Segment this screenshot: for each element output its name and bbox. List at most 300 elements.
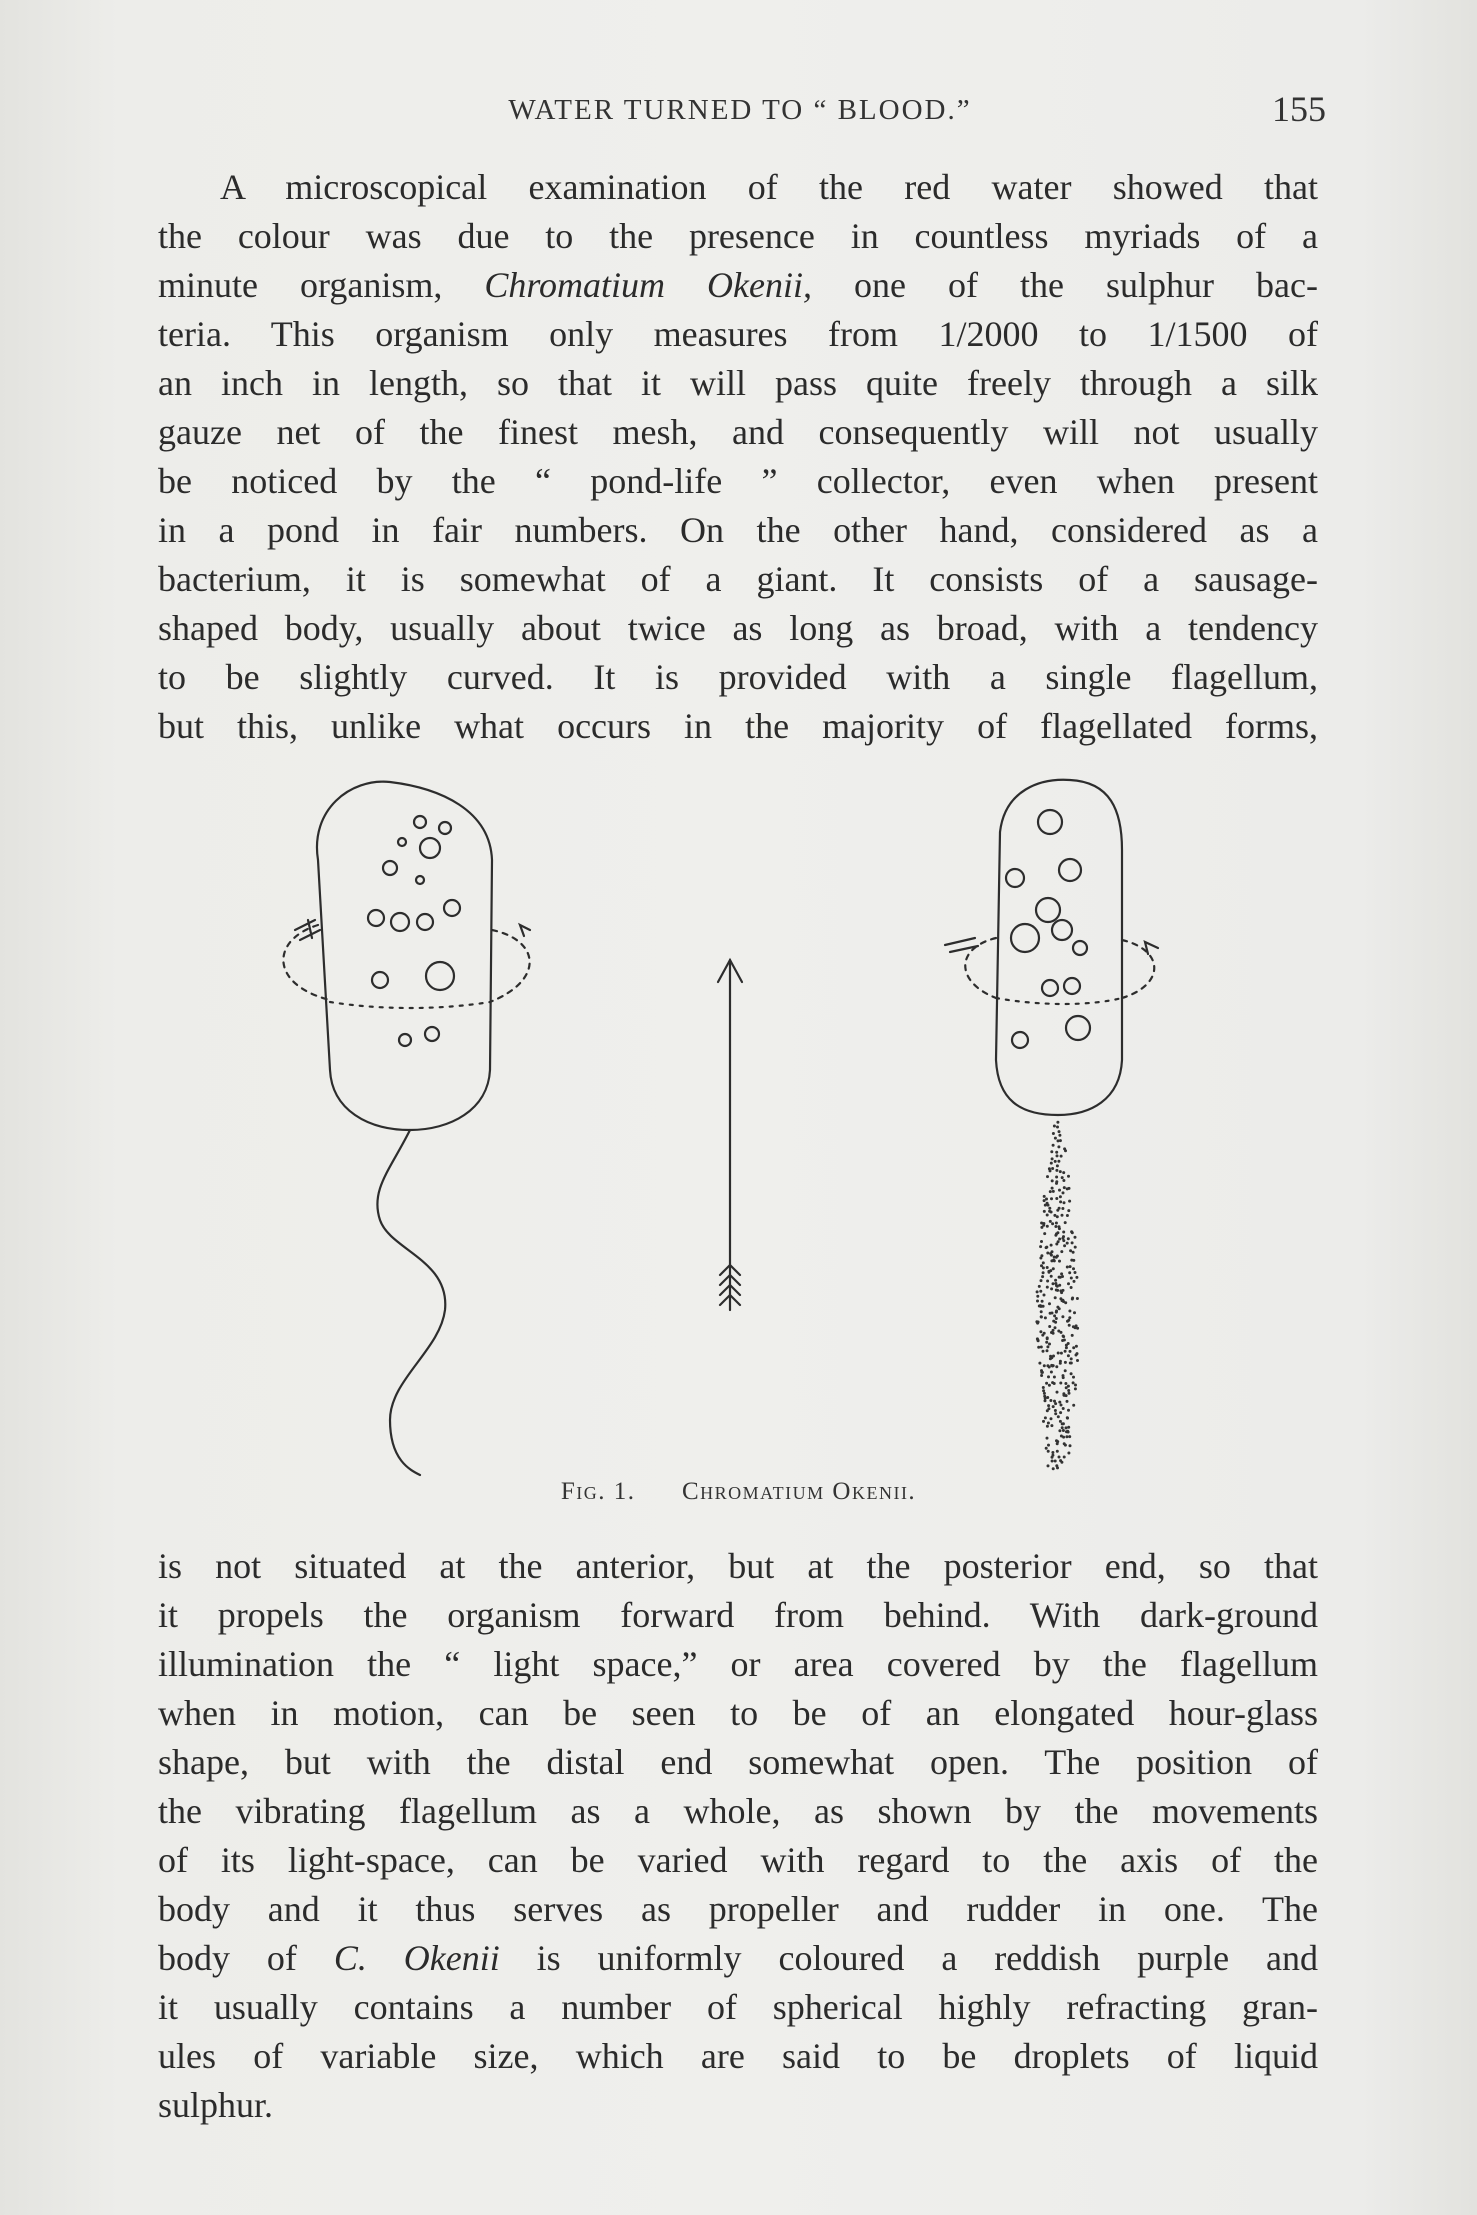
stipple-dot — [1068, 1187, 1071, 1190]
stipple-dot — [1040, 1226, 1043, 1229]
rotation-arrow — [1145, 942, 1158, 954]
stipple-dot — [1057, 1145, 1060, 1148]
stipple-dot — [1053, 1125, 1056, 1128]
stipple-dot — [1040, 1240, 1043, 1243]
stipple-dot — [1070, 1372, 1073, 1375]
stipple-dot — [1063, 1456, 1066, 1459]
stipple-dot — [1072, 1325, 1075, 1328]
page-number: 155 — [1272, 89, 1326, 129]
stipple-dot — [1054, 1296, 1057, 1299]
stipple-dot — [1063, 1244, 1066, 1247]
stipple-dot — [1058, 1238, 1061, 1241]
stipple-dot — [1059, 1170, 1062, 1173]
stipple-dot — [1054, 1225, 1057, 1228]
stipple-dot — [1064, 1369, 1067, 1372]
stipple-dot — [1072, 1404, 1075, 1407]
stipple-dot — [1060, 1272, 1063, 1275]
text-line: to be slightly curved. It is provided with a single flagellum, — [158, 657, 1318, 697]
stipple-dot — [1048, 1325, 1051, 1328]
stipple-dot — [1051, 1312, 1054, 1315]
stipple-dot — [1045, 1382, 1048, 1385]
stipple-dot — [1046, 1266, 1049, 1269]
stipple-dot — [1046, 1409, 1049, 1412]
text-run: one of the sulphur bac- — [812, 265, 1318, 305]
stipple-dot — [1067, 1409, 1070, 1412]
stipple-dot — [1053, 1376, 1056, 1379]
stipple-dot — [1040, 1310, 1043, 1313]
rotation-path — [490, 930, 530, 1002]
stipple-dot — [1072, 1381, 1075, 1384]
stipple-dot — [1064, 1361, 1067, 1364]
granule — [1036, 898, 1060, 922]
stipple-dot — [1051, 1167, 1054, 1170]
granule — [416, 876, 424, 884]
stipple-dot — [1054, 1160, 1057, 1163]
stipple-dot — [1070, 1230, 1073, 1233]
stipple-dot — [1043, 1210, 1046, 1213]
stipple-dot — [1059, 1459, 1062, 1462]
stipple-dot — [1049, 1399, 1052, 1402]
stipple-dot — [1067, 1354, 1070, 1357]
text-line: it propels the organism forward from behind. With dark-ground — [158, 1595, 1318, 1635]
text-line: A microscopical examination of the red water showed that — [220, 167, 1318, 207]
granule — [426, 962, 454, 990]
stipple-dot — [1055, 1365, 1058, 1368]
stipple-dot — [1052, 1282, 1055, 1285]
stipple-dot — [1062, 1231, 1065, 1234]
stipple-dot — [1044, 1399, 1047, 1402]
stipple-dot — [1040, 1346, 1043, 1349]
stipple-dot — [1055, 1256, 1058, 1259]
stipple-dot — [1058, 1276, 1061, 1279]
stipple-dot — [1069, 1249, 1072, 1252]
stipple-dot — [1051, 1187, 1054, 1190]
text-line: is not situated at the anterior, but at the posterior end, so that — [158, 1546, 1318, 1586]
stipple-dot — [1046, 1437, 1049, 1440]
stipple-dot — [1074, 1384, 1077, 1387]
stipple-dot — [1045, 1341, 1048, 1344]
stipple-dot — [1057, 1330, 1060, 1333]
stipple-dot — [1049, 1220, 1052, 1223]
stipple-dot — [1050, 1424, 1053, 1427]
granule — [417, 914, 433, 930]
stipple-dot — [1064, 1149, 1067, 1152]
stipple-dot — [1063, 1201, 1066, 1204]
stipple-dot — [1067, 1389, 1070, 1392]
granule — [1011, 924, 1039, 952]
stipple-dot — [1043, 1392, 1046, 1395]
stipple-dot — [1036, 1290, 1039, 1293]
stipple-dot — [1059, 1411, 1062, 1414]
stipple-dot — [1052, 1144, 1055, 1147]
text-line: bacterium, it is somewhat of a giant. It consists of a sausage- — [158, 559, 1318, 599]
stipple-dot — [1048, 1271, 1051, 1274]
stipple-dot — [1068, 1435, 1071, 1438]
stipple-dot — [1039, 1245, 1042, 1248]
stipple-dot — [1039, 1257, 1042, 1260]
stipple-dot — [1055, 1197, 1058, 1200]
granule — [425, 1027, 439, 1041]
stipple-dot — [1039, 1290, 1042, 1293]
text-line: sulphur. — [158, 2085, 274, 2125]
stipple-dot — [1068, 1310, 1071, 1313]
stipple-dot — [1050, 1371, 1053, 1374]
stipple-dot — [1046, 1280, 1049, 1283]
species-name: Chromatium Okenii, — [484, 265, 813, 305]
stipple-dot — [1054, 1326, 1057, 1329]
stipple-dot — [1075, 1276, 1078, 1279]
stipple-dot — [1062, 1239, 1065, 1242]
stipple-dot — [1067, 1209, 1070, 1212]
granule — [372, 972, 388, 988]
stipple-dot — [1064, 1444, 1067, 1447]
text-line: an inch in length, so that it will pass quite freely through a silk — [158, 363, 1318, 403]
stipple-dot — [1047, 1450, 1050, 1453]
stipple-dot — [1073, 1311, 1076, 1314]
stipple-dot — [1047, 1375, 1050, 1378]
text-run: body of — [158, 1938, 334, 1978]
stipple-dot — [1060, 1404, 1063, 1407]
stipple-dot — [1059, 1139, 1062, 1142]
stipple-dot — [1055, 1169, 1058, 1172]
stipple-dot — [1046, 1286, 1049, 1289]
stipple-dot — [1055, 1222, 1058, 1225]
stipple-dot — [1059, 1195, 1062, 1198]
text-line: in a pond in fair numbers. On the other hand, considered as a — [158, 510, 1318, 550]
rotation-path — [1122, 940, 1154, 998]
stipple-dot — [1040, 1279, 1043, 1282]
stipple-dot — [1070, 1357, 1073, 1360]
text-run: minute organism, — [158, 265, 485, 305]
stipple-dot — [1038, 1362, 1041, 1365]
stipple-dot — [1044, 1316, 1047, 1319]
stipple-dot — [1036, 1339, 1039, 1342]
stipple-dot — [1051, 1456, 1054, 1459]
stipple-dot — [1066, 1430, 1069, 1433]
left-bacterium-body — [317, 782, 492, 1130]
stipple-dot — [1058, 1307, 1061, 1310]
stipple-dot — [1062, 1422, 1065, 1425]
stipple-dot — [1066, 1266, 1069, 1269]
stipple-dot — [1040, 1374, 1043, 1377]
granule — [1066, 1016, 1090, 1040]
text-line: illumination the “ light space,” or area covered by the flagellum — [158, 1644, 1318, 1684]
stipple-dot — [1042, 1261, 1045, 1264]
stipple-dot — [1065, 1344, 1068, 1347]
stipple-dot — [1056, 1442, 1059, 1445]
paragraph-top — [158, 163, 1318, 751]
stipple-dot — [1043, 1395, 1046, 1398]
stipple-dot — [1058, 1189, 1061, 1192]
flagellum-light-space — [1035, 1121, 1079, 1471]
text-line: shaped body, usually about twice as long as broad, with a tendency — [158, 608, 1318, 648]
stipple-dot — [1064, 1350, 1067, 1353]
stipple-dot — [1036, 1322, 1039, 1325]
stipple-dot — [1053, 1400, 1056, 1403]
stipple-dot — [1046, 1345, 1049, 1348]
stipple-dot — [1040, 1371, 1043, 1374]
stipple-dot — [1053, 1382, 1056, 1385]
figure-illustration — [240, 770, 1240, 1490]
text-line: body and it thus serves as propeller and rudder in one. The — [158, 1889, 1318, 1929]
stipple-dot — [1054, 1137, 1057, 1140]
stipple-dot — [1068, 1392, 1071, 1395]
stipple-dot — [1072, 1346, 1075, 1349]
stipple-dot — [1061, 1207, 1064, 1210]
stipple-dot — [1059, 1200, 1062, 1203]
stipple-dot — [1044, 1416, 1047, 1419]
stipple-dot — [1074, 1387, 1077, 1390]
stipple-dot — [1062, 1376, 1065, 1379]
stipple-dot — [1076, 1359, 1079, 1362]
stipple-dot — [1058, 1130, 1061, 1133]
stipple-dot — [1050, 1259, 1053, 1262]
stipple-dot — [1042, 1386, 1045, 1389]
stipple-dot — [1061, 1339, 1064, 1342]
stipple-dot — [1052, 1190, 1055, 1193]
stipple-dot — [1075, 1354, 1078, 1357]
stipple-dot — [1061, 1214, 1064, 1217]
stipple-dot — [1049, 1190, 1052, 1193]
granule — [383, 861, 397, 875]
stipple-dot — [1050, 1364, 1053, 1367]
stipple-dot — [1051, 1460, 1054, 1463]
stipple-dot — [1052, 1329, 1055, 1332]
stipple-dot — [1049, 1169, 1052, 1172]
text-line: it usually contains a number of spherical highly refracting gran- — [158, 1987, 1318, 2027]
stipple-dot — [1055, 1310, 1058, 1313]
granule — [368, 910, 384, 926]
stipple-dot — [1065, 1426, 1068, 1429]
stipple-dot — [1069, 1350, 1072, 1353]
stipple-dot — [1062, 1179, 1065, 1182]
text-line: gauze net of the finest mesh, and consequently will not usually — [158, 412, 1318, 452]
stipple-dot — [1038, 1285, 1041, 1288]
stipple-dot — [1058, 1260, 1061, 1263]
stipple-dot — [1052, 1267, 1055, 1270]
stipple-dot — [1048, 1210, 1051, 1213]
stipple-dot — [1063, 1186, 1066, 1189]
stipple-dot — [1047, 1404, 1050, 1407]
stipple-dot — [1071, 1297, 1074, 1300]
stipple-dot — [1074, 1246, 1077, 1249]
stipple-dot — [1059, 1382, 1062, 1385]
stipple-dot — [1041, 1275, 1044, 1278]
left-flagellum — [377, 1130, 445, 1475]
stipple-dot — [1052, 1405, 1055, 1408]
stipple-dot — [1044, 1204, 1047, 1207]
stipple-dot — [1054, 1234, 1057, 1237]
stipple-dot — [1050, 1254, 1053, 1257]
granule — [444, 900, 460, 916]
stipple-dot — [1046, 1349, 1049, 1352]
granule — [1006, 869, 1024, 887]
stipple-dot — [1046, 1425, 1049, 1428]
text-line: when in motion, can be seen to be of an elongated hour-glass — [158, 1693, 1318, 1733]
stipple-dot — [1052, 1467, 1055, 1470]
stipple-dot — [1064, 1221, 1067, 1224]
stipple-dot — [1061, 1426, 1064, 1429]
stipple-dot — [1043, 1199, 1046, 1202]
caption-title: Chromatium Okenii. — [681, 1478, 917, 1505]
stipple-dot — [1048, 1366, 1051, 1369]
stipple-dot — [1056, 1231, 1059, 1234]
stipple-dot — [1050, 1275, 1053, 1278]
stipple-dot — [1050, 1244, 1053, 1247]
stipple-dot — [1062, 1289, 1065, 1292]
stipple-dot — [1062, 1235, 1065, 1238]
stipple-dot — [1067, 1237, 1070, 1240]
stipple-dot — [1066, 1400, 1069, 1403]
stipple-dot — [1056, 1391, 1059, 1394]
stipple-dot — [1046, 1225, 1049, 1228]
stipple-dot — [1050, 1197, 1053, 1200]
stipple-dot — [1067, 1282, 1070, 1285]
stipple-dot — [1062, 1335, 1065, 1338]
stipple-dot — [1055, 1180, 1058, 1183]
stipple-dot — [1043, 1195, 1046, 1198]
text-line: shape, but with the distal end somewhat open. The position of — [158, 1742, 1318, 1782]
stipple-dot — [1055, 1289, 1058, 1292]
stipple-dot — [1066, 1242, 1069, 1245]
stipple-dot — [1058, 1429, 1061, 1432]
stipple-dot — [1072, 1376, 1075, 1379]
stipple-dot — [1041, 1300, 1044, 1303]
granule — [1064, 978, 1080, 994]
stipple-dot — [1056, 1126, 1059, 1129]
stipple-dot — [1040, 1315, 1043, 1318]
stipple-dot — [1052, 1132, 1055, 1135]
stipple-dot — [1051, 1250, 1054, 1253]
stipple-dot — [1042, 1271, 1045, 1274]
stipple-dot — [1055, 1243, 1058, 1246]
granule — [399, 1034, 411, 1046]
stipple-dot — [1075, 1345, 1078, 1348]
text-line: but this, unlike what occurs in the majority of flagellated forms, — [158, 706, 1318, 746]
stipple-dot — [1056, 1154, 1059, 1157]
granule — [1052, 920, 1072, 940]
stipple-dot — [1068, 1271, 1071, 1274]
stipple-dot — [1060, 1250, 1063, 1253]
stipple-dot — [1050, 1162, 1053, 1165]
stipple-dot — [1059, 1420, 1062, 1423]
stipple-dot — [1040, 1305, 1043, 1308]
stipple-dot — [1051, 1222, 1054, 1225]
stipple-dot — [1042, 1420, 1045, 1423]
stipple-dot — [1043, 1232, 1046, 1235]
granule — [1012, 1032, 1028, 1048]
stipple-dot — [1051, 1157, 1054, 1160]
text-line: be noticed by the “ pond-life ” collector, even when present — [158, 461, 1318, 501]
stipple-dot — [1056, 1466, 1059, 1469]
stipple-dot — [1067, 1426, 1070, 1429]
stipple-dot — [1037, 1346, 1040, 1349]
stipple-dot — [1057, 1160, 1060, 1163]
stipple-dot — [1064, 1382, 1067, 1385]
stipple-dot — [1062, 1429, 1065, 1432]
paragraph-bottom — [158, 1542, 1318, 2130]
stipple-dot — [1061, 1176, 1064, 1179]
figure-caption — [0, 1478, 1477, 1506]
stipple-dot — [1058, 1225, 1061, 1228]
rotation-arrow — [520, 925, 530, 936]
granule — [420, 838, 440, 858]
stipple-dot — [1065, 1435, 1068, 1438]
stipple-dot — [1057, 1352, 1060, 1355]
stipple-dot — [1046, 1214, 1049, 1217]
stipple-dot — [1062, 1394, 1065, 1397]
stipple-dot — [1072, 1267, 1075, 1270]
granule — [414, 816, 426, 828]
stipple-dot — [1043, 1294, 1046, 1297]
stipple-dot — [1059, 1360, 1062, 1363]
stipple-dot — [1060, 1155, 1063, 1158]
rotation-path — [330, 1002, 490, 1008]
species-name: C. Okenii — [333, 1938, 500, 1978]
caption-label: Fig. 1. — [560, 1478, 636, 1505]
stipple-dot — [1068, 1324, 1071, 1327]
granule — [398, 838, 406, 846]
stipple-dot — [1056, 1209, 1059, 1212]
stipple-dot — [1074, 1271, 1077, 1274]
stipple-dot — [1047, 1422, 1050, 1425]
stipple-dot — [1055, 1176, 1058, 1179]
stipple-dot — [1036, 1300, 1039, 1303]
stipple-dot — [1069, 1444, 1072, 1447]
stipple-dot — [1054, 1409, 1057, 1412]
stipple-dot — [1067, 1452, 1070, 1455]
stipple-dot — [1046, 1252, 1049, 1255]
stipple-dot — [1047, 1204, 1050, 1207]
stipple-dot — [1050, 1356, 1053, 1359]
text-line: the colour was due to the presence in countless myriads of a — [158, 216, 1318, 256]
stipple-dot — [1048, 1343, 1051, 1346]
stipple-dot — [1060, 1435, 1063, 1438]
stipple-dot — [1066, 1214, 1069, 1217]
stipple-dot — [1036, 1295, 1039, 1298]
stipple-dot — [1062, 1407, 1065, 1410]
stipple-dot — [1045, 1447, 1048, 1450]
text-line — [158, 261, 1318, 310]
stipple-dot — [1045, 1246, 1048, 1249]
stipple-dot — [1070, 1259, 1073, 1262]
stipple-dot — [1071, 1334, 1074, 1337]
stipple-dot — [1062, 1191, 1065, 1194]
text-line: teria. This organism only measures from 1/2000 to 1/1500 of — [158, 314, 1318, 354]
stipple-dot — [1046, 1396, 1049, 1399]
stipple-dot — [1047, 1444, 1050, 1447]
stipple-dot — [1070, 1362, 1073, 1365]
granule — [1042, 980, 1058, 996]
stipple-dot — [1050, 1287, 1053, 1290]
stipple-dot — [1041, 1334, 1044, 1337]
running-head — [160, 88, 1326, 138]
stipple-dot — [1060, 1352, 1063, 1355]
stipple-dot — [1042, 1389, 1045, 1392]
text-line: the vibrating flagellum as a whole, as shown by the movements — [158, 1791, 1318, 1831]
running-title: WATER TURNED TO “ BLOOD.” — [508, 94, 972, 126]
stipple-dot — [1076, 1297, 1079, 1300]
granule — [1059, 859, 1081, 881]
stipple-dot — [1048, 1302, 1051, 1305]
text-line: of its light-space, can be varied with regard to the axis of the — [158, 1840, 1318, 1880]
stipple-dot — [1071, 1241, 1074, 1244]
stipple-dot — [1074, 1236, 1077, 1239]
stipple-dot — [1042, 1266, 1045, 1269]
stipple-dot — [1058, 1134, 1061, 1137]
stipple-dot — [1066, 1320, 1069, 1323]
text-line — [158, 1934, 1318, 1983]
